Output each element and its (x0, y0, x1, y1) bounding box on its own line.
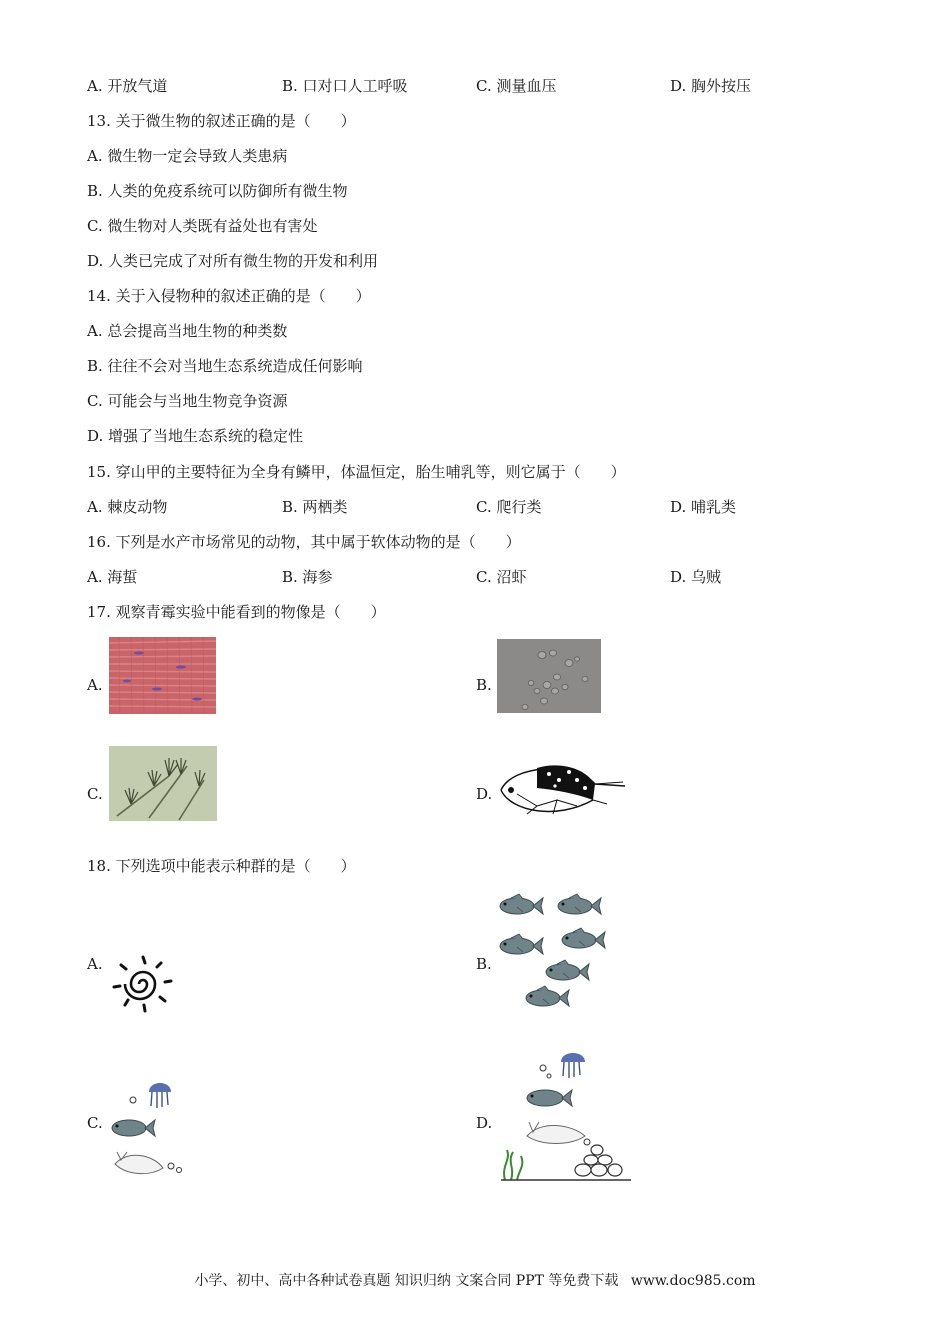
q14-stem: 14. 关于入侵物种的叙述正确的是（ ） (87, 287, 371, 305)
q18-stem: 18. 下列选项中能表示种群的是（ ） (87, 857, 356, 875)
water-flea-drawing (497, 760, 627, 822)
q17-option-c-label: C. (87, 785, 103, 803)
q13-option-b: B. 人类的免疫系统可以防御所有微生物 (87, 182, 348, 200)
footer-url[interactable]: www.doc985.com (630, 1273, 756, 1289)
page-footer (0, 1270, 950, 1290)
jellyfish-icon (149, 1083, 171, 1108)
q13-stem: 13. 关于微生物的叙述正确的是（ ） (87, 112, 356, 130)
q12-option-c: C. 测量血压 (476, 77, 557, 95)
q18-option-a-label: A. (87, 955, 103, 973)
q15-stem: 15. 穿山甲的主要特征为全身有鳞甲，体温恒定，胎生哺乳等，则它属于（ ） (87, 463, 626, 481)
sun-icon (109, 955, 177, 1013)
footer-text: 小学、初中、高中各种试卷真题 知识归纳 文案合同 PPT 等免费下载 (194, 1273, 619, 1289)
q18-option-c-label: C. (87, 1114, 103, 1132)
q15-option-d: D. 哺乳类 (670, 498, 737, 516)
q15-option-c: C. 爬行类 (476, 498, 542, 516)
mixed-organisms-image (107, 1078, 187, 1182)
yeast-cells-image (497, 639, 601, 713)
q14-option-a: A. 总会提高当地生物的种类数 (87, 322, 288, 340)
fish-school-image (495, 890, 617, 1012)
q15-option-a: A. 棘皮动物 (87, 498, 168, 516)
q16-stem: 16. 下列是水产市场常见的动物，其中属于软体动物的是（ ） (87, 533, 521, 551)
q12-option-d: D. 胸外按压 (670, 77, 752, 95)
q17-stem: 17. 观察青霉实验中能看到的物像是（ ） (87, 603, 386, 621)
q18-option-b-label: B. (476, 955, 492, 973)
q18-option-d-label: D. (476, 1114, 493, 1132)
q14-option-c: C. 可能会与当地生物竞争资源 (87, 392, 288, 410)
q12-option-b: B. 口对口人工呼吸 (282, 77, 408, 95)
q13-option-a: A. 微生物一定会导致人类患病 (87, 147, 288, 165)
muscle-tissue-image (109, 637, 216, 714)
q16-option-c: C. 沼虾 (476, 568, 527, 586)
q13-option-c: C. 微生物对人类既有益处也有害处 (87, 217, 318, 235)
q12-option-a: A. 开放气道 (87, 77, 168, 95)
q14-option-d: D. 增强了当地生态系统的稳定性 (87, 427, 304, 445)
q14-option-b: B. 往往不会对当地生态系统造成任何影响 (87, 357, 363, 375)
q13-option-d: D. 人类已完成了对所有微生物的开发和利用 (87, 252, 379, 270)
q15-option-b: B. 两栖类 (282, 498, 348, 516)
q17-option-b-label: B. (476, 676, 492, 694)
q16-option-d: D. 乌贼 (670, 568, 722, 586)
ecosystem-image (497, 1046, 633, 1184)
q17-option-a-label: A. (87, 676, 103, 694)
q16-option-b: B. 海参 (282, 568, 333, 586)
penicillium-mold-image (109, 746, 217, 821)
q16-option-a: A. 海蜇 (87, 568, 138, 586)
q17-option-d-label: D. (476, 785, 493, 803)
